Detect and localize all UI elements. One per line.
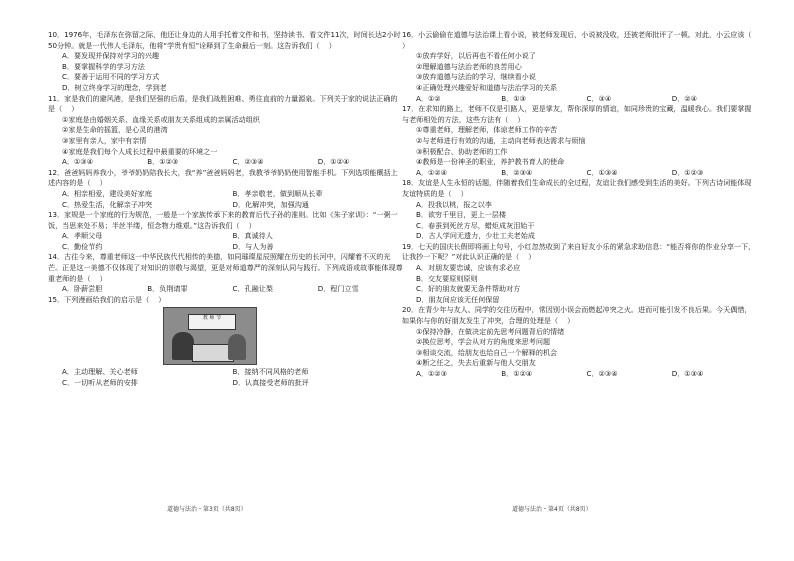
option-c: C．勤俭节约: [62, 241, 103, 251]
option-row: [48, 157, 403, 168]
question-16: [402, 30, 761, 104]
statement-item: ①保持冷静，在做决定前先思考问题背后的情绪: [416, 326, 565, 336]
option-b: B．②③④: [501, 167, 533, 177]
option-a: A．相亲相爱，建设美好家庭: [62, 188, 152, 198]
cartoon-figure-student: [228, 334, 246, 360]
question-stem: 11．家是我们的避风港，是我们坚强的后盾，是我们战胜困难、勇往直前的力量源泉。下列关于家的说法正确的是（ ）: [48, 93, 398, 114]
statement-item: ②换位思考，学会从对方的角度来思考问题: [416, 337, 551, 347]
question-stem: 19．七天的国庆长假即将画上句号，小红忽然收到了来自好友小乐的紧急求助信息：“能否将你的作业分享一下，让我抄一下呢？”对此认识正确的是（ ）: [402, 241, 756, 262]
option-b: B．负荆请罪: [147, 284, 188, 294]
question-12: [48, 168, 403, 210]
option-row: [48, 231, 403, 242]
question-stem: 10．1976年，毛泽东在弥留之际，他还让身边的人用手托着文件和书，坚持读书、看文件11次，时间长达2小时50分钟。就是一代伟人毛泽东，他将“学贵有恒”诠释到了生命最后一刻。这告诉我们（ ）: [48, 30, 401, 50]
question-stem: 16．小云偷偷在道德与法治课上看小说，被老师发现后，小说被没收，还被老师批评了一顿。对此，小云应该（ ）: [402, 30, 761, 50]
option-b: B．接纳不同风格的老师: [232, 367, 309, 377]
cartoon-figure-teacher: [172, 332, 194, 360]
option-row: [48, 284, 403, 295]
right-column: [402, 30, 761, 380]
option-a: A．对朋友要忠诚，应该有求必应: [416, 263, 521, 273]
question-stem: 17．在求知的路上，老师不仅是引路人，更是掌友，帮你深厚的情谊，如同珍贵的宝藏，温暖我心。我们要掌握与老师相处的方法，这些方法有（ ）: [402, 104, 752, 124]
question-14: [48, 252, 403, 294]
option-c: C．①③④: [586, 167, 618, 177]
statement-item: ③相谈交流，给朋友也给自己一个解释的机会: [416, 347, 558, 357]
option-a: A．要发现并保持对学习的兴趣: [62, 51, 160, 61]
option-a: A．①②③: [416, 369, 448, 378]
question-19: [402, 242, 757, 306]
option-row: [48, 189, 403, 200]
statement-item: ③家里有亲人，家中有亲情: [62, 135, 147, 145]
cartoon-image: [163, 307, 257, 365]
option-b: B．①②④: [501, 369, 533, 378]
option-row: [48, 242, 403, 253]
option-c: C．好的朋友就要无条件帮助对方: [416, 284, 521, 294]
option-a: A．①③④: [62, 157, 94, 167]
option-a: A．投我以桃，报之以李: [416, 199, 492, 209]
question-stem: 14．古往今来，尊重老师这一中华民族代代相传的美德，如同璀璨星辰照耀在历史的长河中，闪耀着不灭的光芒。正是这一美德不仅体现了对知识的崇敬与渴望，更是对师道尊严的深刻认同与践行。下列成语或故事能体现尊重老师的是（ ）: [48, 252, 403, 283]
option-row: [402, 369, 757, 380]
option-b: B．①②③: [147, 157, 179, 167]
option-row: [48, 200, 403, 211]
option-d: D．程门立雪: [317, 284, 359, 294]
question-13: [48, 210, 403, 252]
option-d: D．树立终身学习的理念，学到老: [62, 82, 167, 92]
question-15: [48, 295, 403, 389]
option-a: A．①②: [416, 93, 441, 103]
question-stem: 13．家规是一个家庭的行为规范，一般是一个家族传承下来的教育后代子孙的准则。比如《朱子家训》：“一粥一饭，当思来处不易；半丝半缕，恒念物力维艰。”这告诉我们（ ）: [48, 210, 398, 230]
statement-item: ②与老师进行有效的沟通，主动向老师表达需求与烦恼: [416, 135, 586, 145]
statement-item: ④家庭是我们每个人成长过程中最重要的环境之一: [62, 146, 218, 156]
option-d: D．①②④: [317, 157, 350, 167]
option-b: B．①③: [501, 93, 526, 103]
option-c: C．春蚕到死丝方尽，蜡炬成灰泪始干: [416, 220, 535, 230]
statement-item: ①尊重老师，理解老师，体谅老师工作的辛苦: [416, 125, 558, 135]
option-c: C．③④: [586, 93, 612, 103]
question-stem: 12．爸爸妈妈养我小，爷爷奶奶陪我长大，我“养”爸爸妈妈老，我教爷爷奶奶使用智能手机。下列选项能概括上述内容的是（ ）: [48, 167, 398, 188]
question-11: [48, 94, 403, 168]
question-10: [48, 30, 403, 94]
option-c: C．②③④: [232, 157, 264, 167]
statement-item: ③放弃道德与法治的学习，继续看小说: [416, 72, 536, 82]
statement-item: ②家是生命的摇篮，是心灵的港湾: [62, 125, 168, 135]
statement-item: ④教师是一份神圣的职业，养护教书育人的使命: [416, 157, 565, 167]
question-17: [402, 104, 757, 178]
option-c: C．一切听从老师的安排: [62, 378, 138, 388]
option-d: D．②④: [671, 93, 698, 103]
option-row: [48, 367, 403, 378]
cartoon-sign: 教 师 节: [188, 314, 236, 330]
question-18: [402, 178, 757, 242]
option-d: D．认真接受老师的批评: [232, 378, 309, 388]
statement-item: ④正确处理兴趣爱好和道德与法治学习的关系: [416, 82, 558, 92]
question-20: [402, 305, 757, 379]
option-c: C．要善于运用不同的学习方式: [62, 72, 160, 82]
statement-item: ④断之任之，失去后重新与他人交朋友: [416, 358, 536, 368]
option-a: A．卧薪尝胆: [62, 284, 103, 294]
option-b: B．交友要原则原则: [416, 273, 478, 283]
option-c: C．热爱生活，化解亲子冲突: [62, 199, 153, 209]
option-d: D．与人为善: [232, 241, 274, 251]
option-d: D．化解冲突，加强沟通: [232, 199, 309, 209]
statement-item: ③积极配合、协助老师的工作: [416, 146, 508, 156]
question-stem: 18．友谊是人生永恒的话题，伴随着我们生命成长的全过程，友谊让我们感受到生活的美好。下列古诗词能体现友谊特质的是（ ）: [402, 178, 752, 198]
page-footer: 道德与法治・第4页（共8页）: [512, 506, 592, 513]
option-b: B．要掌握科学的学习方法: [62, 61, 145, 71]
option-b: B．欲穷千里目，更上一层楼: [416, 210, 506, 220]
option-row: [48, 378, 403, 389]
option-b: B．孝亲敬老，做到顺从长辈: [232, 188, 323, 198]
option-c: C．②③④: [586, 369, 618, 378]
option-d: D．①②③: [671, 167, 704, 177]
option-d: D．①③④: [671, 369, 704, 378]
option-c: C．孔融让梨: [232, 284, 273, 294]
option-a: A．①②④: [416, 167, 448, 177]
page-footer: 道德与法治・第3页（共8页）: [167, 506, 247, 513]
statement-item: ②理解道德与法治老师的良苦用心: [416, 61, 522, 71]
option-a: A．主动理解、关心老师: [62, 367, 138, 377]
left-column: [48, 30, 403, 389]
option-b: B．真诚待人: [232, 231, 273, 241]
option-row: [402, 94, 757, 105]
option-row: [402, 168, 757, 179]
option-d: D．朋友间应该无任何保留: [416, 294, 500, 304]
statement-item: ①放弃学好，以后再也不看任何小说了: [416, 51, 536, 61]
option-a: A．孝顺父母: [62, 231, 103, 241]
statement-item: ①家庭是由婚姻关系、血缘关系或朋友关系组成的亲属活动组织: [62, 114, 260, 124]
question-stem: 15．下列漫画给我们的启示是（ ）: [48, 294, 166, 304]
option-d: D．古人学问无遗力，少壮工夫老始成: [416, 231, 535, 241]
question-stem: 20．在青少年与友人、同学的交往历程中，常因别小误会而燃起冲突之火。进而可能引发不良后果。今天偶惜，如果你与你的好朋友发生了冲突，合理的处理是（ ）: [402, 305, 752, 326]
